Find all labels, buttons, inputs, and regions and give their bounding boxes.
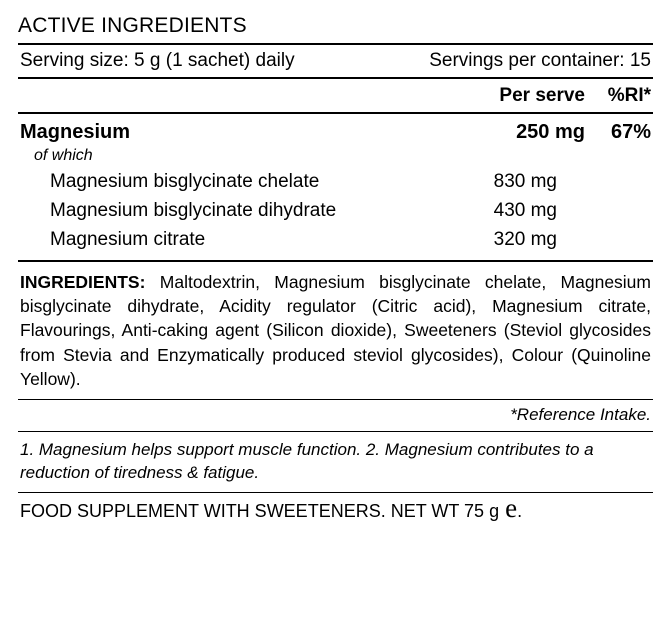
- table-row: [18, 196, 653, 225]
- ingredients-text: Maltodextrin, Magnesium bisglycinate chelate, Magnesium bisglycinate dihydrate, Acidity regulator (Citric acid), Magnesium citrate, Flavourings, Anti-caking agent (Silicon dioxide), Sweeteners (Steviol glycosides from Stevia and Enzymatically produced steviol glycosides), Colour (Quinoline Yellow).: [20, 272, 651, 389]
- footer-row: [18, 493, 653, 522]
- table-row: [18, 167, 653, 196]
- nutrient-name: Magnesium: [20, 121, 131, 144]
- sub-nutrient-amount: 430 mg: [493, 200, 557, 222]
- column-headers-row: [18, 79, 653, 112]
- footer-period: .: [517, 500, 523, 521]
- reference-intake-note: *Reference Intake.: [510, 404, 651, 424]
- sub-nutrient-name: Magnesium bisglycinate chelate: [50, 171, 320, 193]
- serving-info-row: [18, 45, 653, 77]
- sub-nutrient-name: Magnesium bisglycinate dihydrate: [50, 200, 337, 222]
- nutrient-ri: 67%: [610, 121, 651, 144]
- table-row: [18, 225, 653, 254]
- servings-per-container-label: Servings per container: 15: [429, 50, 651, 72]
- page-title: ACTIVE INGREDIENTS: [18, 14, 247, 37]
- ingredients-paragraph: [18, 262, 653, 399]
- serving-size-label: Serving size: 5 g (1 sachet) daily: [20, 50, 295, 72]
- of-which-label: of which: [34, 147, 93, 165]
- ingredients-label: INGREDIENTS:: [20, 272, 146, 293]
- nutrient-amount: 250 mg: [516, 121, 585, 144]
- column-header-per-serve: Per serve: [499, 85, 585, 107]
- nutrient-row-main: [18, 114, 653, 146]
- sub-nutrient-amount: 830 mg: [493, 171, 557, 193]
- footer-text: FOOD SUPPLEMENT WITH SWEETENERS. NET WT 75 g: [20, 500, 500, 521]
- column-header-ri: %RI*: [607, 85, 651, 107]
- estimate-mark-icon: e: [505, 492, 518, 523]
- sub-nutrient-amount: 320 mg: [493, 229, 557, 251]
- health-claims-text: 1. Magnesium helps support muscle function. 2. Magnesium contributes to a reduction of tiredness & fatigue.: [20, 439, 594, 482]
- sub-nutrient-name: Magnesium citrate: [50, 229, 206, 251]
